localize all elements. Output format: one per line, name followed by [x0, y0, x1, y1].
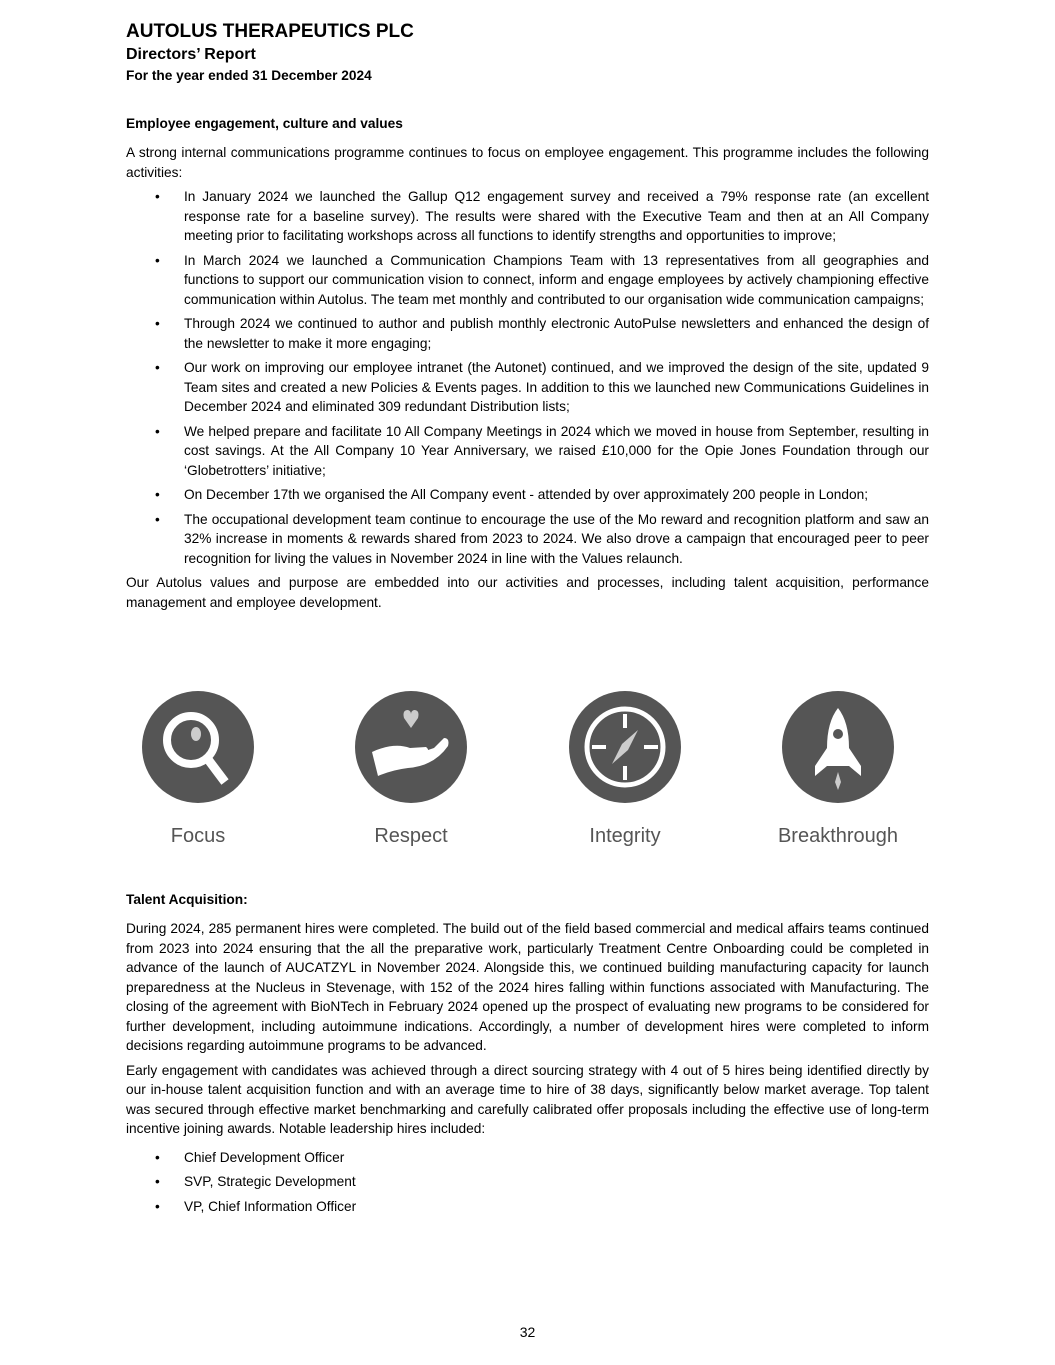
value-respect: [331, 690, 491, 848]
engagement-section: [126, 114, 929, 617]
talent-paragraph: Early engagement with candidates was achieved through a direct sourcing strategy with 4 out of 5 hires being identified directly by our in-house talent acquisition function and with an average time to hire of 38 days, significantly below market average. Top talent was secured through effective market benchmarking and carefully calibrated offer proposals including the effective use of long-term incentive joining awards. Notable leadership hires included:: [126, 1062, 929, 1136]
list-item-text: The occupational development team continue to encourage the use of the Mo reward and recognition platform and saw an 32% increase in moments & rewards shared from 2023 to 2024. We also drove a campaign that encouraged peer to peer recognition for living the values in November 2024 in line with the Values relaunch.: [184, 511, 929, 566]
page-number: 32: [519, 1324, 536, 1340]
value-label: Respect: [374, 825, 448, 847]
talent-paragraph: During 2024, 285 permanent hires were completed. The build out of the field based commercial and medical affairs teams continued from 2023 into 2024 ensuring that the all the preparative work, particularly Treatment Centre Onboarding could be completed in advance of the launch of AUCATZYL in November 2024. Alongside this, we continued building manufacturing capacity for launch preparedness at the Nucleus in Stevenage, with 152 of the 2024 hires falling within functions associated with Manufacturing. The closing of the agreement with BioNTech in February 2024 opened up the prospect of evaluating new programs to be considered for further development, including autoimmune indications. Accordingly, a number of development hires were completed to inform decisions regarding autoimmune programs to be advanced.: [126, 921, 929, 1053]
list-item-text: Through 2024 we continued to author and publish monthly electronic AutoPulse newsletters and enhanced the design of the newsletter to make it more engaging;: [184, 316, 929, 351]
value-label: Focus: [170, 825, 226, 847]
report-title: Directors’ Report: [126, 46, 256, 63]
compass-icon: [568, 690, 682, 804]
value-label: Breakthrough: [777, 825, 899, 847]
list-item-text: In March 2024 we launched a Communication Champions Team with 13 representatives from all geographies and functions to support our communication vision to connect, inform and engage employees by actively championing effective communication within Autolus. The team met monthly and contributed to our organisation wide communication campaigns;: [184, 252, 929, 307]
value-focus: [118, 690, 278, 848]
rocket-icon: [781, 690, 895, 804]
engagement-bullets: [126, 187, 929, 568]
bullet: •: [155, 423, 160, 439]
report-period: For the year ended 31 December 2024: [126, 68, 372, 83]
bullet: •: [155, 1149, 160, 1165]
list-item-text: SVP, Strategic Development: [184, 1174, 356, 1189]
value-breakthrough: [758, 690, 918, 848]
company-name: AUTOLUS THERAPEUTICS PLC: [126, 21, 414, 42]
talent-heading: Talent Acquisition:: [126, 892, 248, 907]
bullet: •: [155, 1174, 160, 1189]
talent-section: [126, 890, 929, 1221]
bullet: •: [155, 189, 160, 204]
list-item-text: Chief Development Officer: [184, 1149, 345, 1165]
list-item: [126, 1197, 929, 1217]
bullet: •: [155, 252, 160, 268]
list-item-text: In January 2024 we launched the Gallup Q12 engagement survey and received a 79% response rate (an excellent response rate for a baseline survey). The results were shared with the Executive Team and then at an All Company meeting prior to facilitating workshops across all functions to identify strengths and opportunities to improve;: [184, 189, 929, 243]
list-item: [126, 251, 929, 310]
value-integrity: [545, 690, 705, 848]
list-item-text: VP, Chief Information Officer: [184, 1198, 357, 1214]
bullet: •: [155, 1198, 160, 1214]
engagement-intro: A strong internal communications programme continues to focus on employee engagement. This programme includes the following activities:: [126, 145, 929, 180]
engagement-heading: Employee engagement, culture and values: [126, 116, 403, 131]
bullet: •: [155, 487, 160, 502]
list-item: [126, 187, 929, 246]
list-item: [126, 314, 929, 353]
leadership-hires: [126, 1148, 929, 1217]
list-item: [126, 1148, 929, 1168]
list-item: [126, 510, 929, 569]
magnifier-icon: [141, 690, 255, 804]
list-item-text: On December 17th we organised the All Company event - attended by over approximately 200 people in London;: [184, 487, 869, 502]
document-header: [126, 20, 929, 86]
list-item: [126, 485, 929, 505]
list-item: [126, 1172, 929, 1192]
engagement-closing: Our Autolus values and purpose are embedded into our activities and processes, including talent acquisition, performance management and employee development.: [126, 575, 929, 610]
bullet: •: [155, 360, 160, 375]
value-label: Integrity: [589, 825, 661, 847]
list-item-text: Our work on improving our employee intranet (the Autonet) continued, and we improved the design of the site, updated 9 Team sites and created a new Policies & Events pages. In addition to this we launched new Communications Guidelines in December 2024 and eliminated 309 redundant Distribution lists;: [184, 360, 929, 414]
list-item: [126, 422, 929, 481]
values-graphic: [126, 690, 929, 865]
bullet: •: [155, 316, 160, 331]
list-item: [126, 358, 929, 417]
list-item-text: We helped prepare and facilitate 10 All Company Meetings in 2024 which we moved in house from September, resulting in cost savings. At the All Company 10 Year Anniversary, we raised £10,000 for the Opie Jones Foundation through our ‘Globetrotters’ initiative;: [184, 423, 929, 478]
bullet: •: [155, 511, 160, 527]
hand-heart-icon: [354, 690, 468, 804]
